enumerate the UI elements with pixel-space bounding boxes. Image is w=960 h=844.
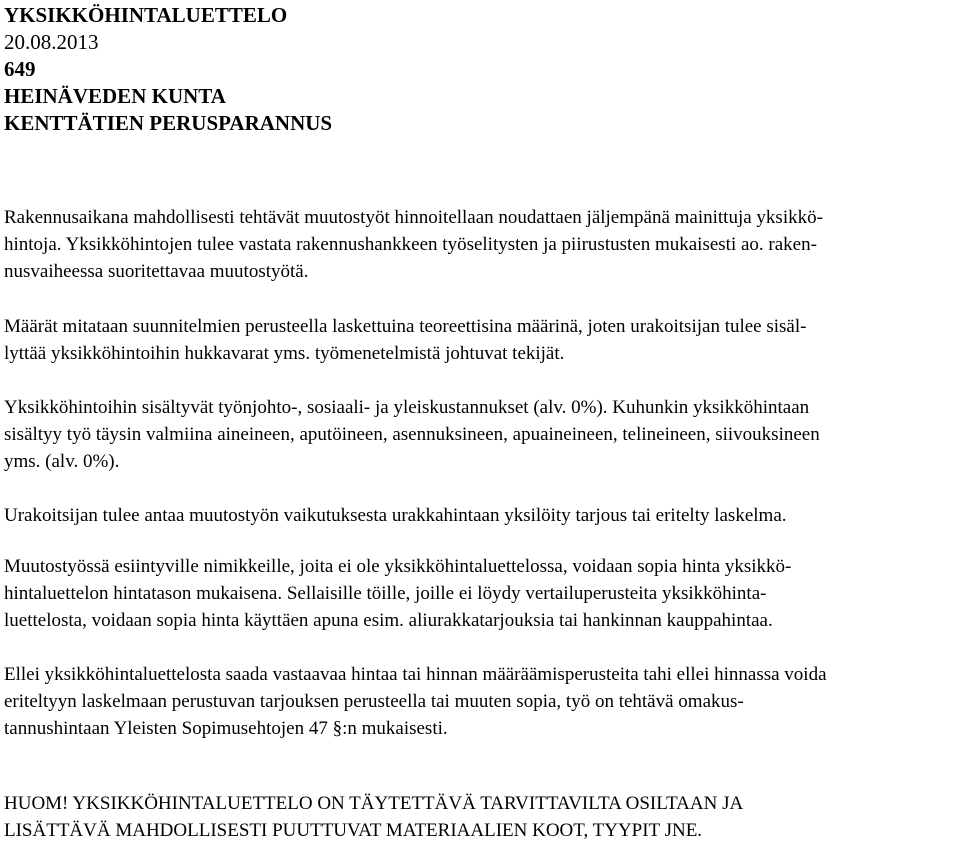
project-name: KENTTÄTIEN PERUSPARANNUS (4, 111, 333, 135)
paragraph-line: Yksikköhintoihin sisältyvät työnjohto-, sosiaali- ja yleiskustannukset (alv. 0%). Kuhunkin yksikköhintaan (4, 397, 810, 418)
municipality-name: HEINÄVEDEN KUNTA (4, 84, 226, 108)
document-date: 20.08.2013 (4, 30, 99, 54)
notice-line: LISÄTTÄVÄ MAHDOLLISESTI PUUTTUVAT MATERIAALIEN KOOT, TYYPIT JNE. (4, 820, 703, 841)
paragraph-line: luettelosta, voidaan sopia hinta käyttäen apuna esim. aliurakkatarjouksia tai hankinnan kauppahintaa. (4, 610, 773, 631)
paragraph-cost-price (4, 661, 956, 742)
paragraph-missing-items (4, 553, 956, 634)
paragraph-line: yms. (alv. 0%). (4, 451, 120, 472)
paragraph-change-work-pricing (4, 204, 956, 285)
paragraph-line: Määrät mitataan suunnitelmien perusteella laskettuina teoreettisina määrinä, joten urakoitsijan tulee sisäl- (4, 316, 807, 337)
paragraph-line: sisältyy työ täysin valmiina aineineen, aputöineen, asennuksineen, apuaineineen, telineineen, siivouksineen (4, 424, 820, 445)
paragraph-line: Rakennusaikana mahdollisesti tehtävät muutostyöt hinnoitellaan noudattaen jäljempänä mainittuja yksikkö- (4, 207, 823, 228)
paragraph-line: Urakoitsijan tulee antaa muutostyön vaikutuksesta urakkahintaan yksilöity tarjous tai eritelty laskelma. (4, 505, 787, 526)
paragraph-line: hintoja. Yksikköhintojen tulee vastata rakennushankkeen työselitysten ja piirustusten mukaisesti ao. raken- (4, 234, 817, 255)
notice-block (4, 790, 956, 844)
notice-line: HUOM! YKSIKKÖHINTALUETTELO ON TÄYTETTÄVÄ TARVITTAVILTA OSILTAAN JA (4, 793, 744, 814)
paragraph-line: hintaluettelon hintatason mukaisena. Sellaisille töille, joille ei löydy vertailuperusteita yksikköhinta- (4, 583, 767, 604)
paragraph-line: Ellei yksikköhintaluettelosta saada vastaavaa hintaa tai hinnan määräämisperusteita tahi ellei hinnassa voida (4, 664, 827, 685)
paragraph-unit-price-contents (4, 394, 956, 475)
paragraph-line: tannushintaan Yleisten Sopimusehtojen 47 §:n mukaisesti. (4, 718, 448, 739)
document-number: 649 (4, 57, 36, 81)
paragraph-line: eriteltyyn laskelmaan perustuvan tarjouksen perusteella tai muuten sopia, työ on tehtävä omakus- (4, 691, 744, 712)
paragraph-contractor-offer (4, 502, 956, 529)
document-header (4, 2, 954, 137)
document-title: YKSIKKÖHINTALUETTELO (4, 3, 288, 27)
paragraph-quantities (4, 313, 956, 367)
paragraph-line: nusvaiheessa suoritettavaa muutostyötä. (4, 261, 309, 282)
paragraph-line: Muutostyössä esiintyville nimikkeille, joita ei ole yksikköhintaluettelossa, voidaan sopia hinta yksikkö- (4, 556, 792, 577)
paragraph-line: lyttää yksikköhintoihin hukkavarat yms. työmenetelmistä johtuvat tekijät. (4, 343, 565, 364)
